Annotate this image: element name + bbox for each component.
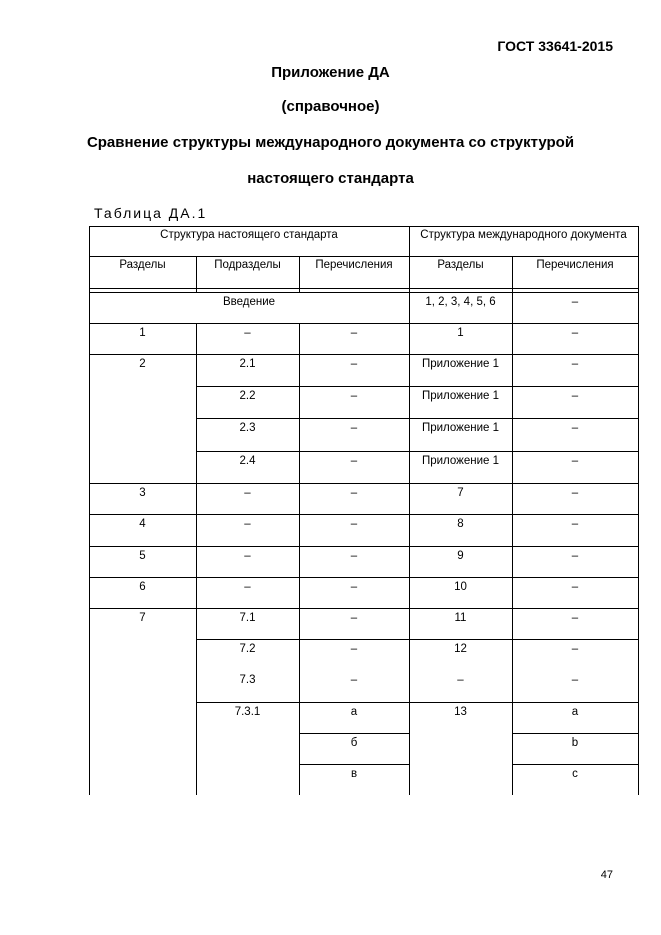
table-hline — [196, 577, 300, 578]
table-hline — [512, 702, 639, 703]
table-hline — [89, 608, 197, 609]
table-cell: Приложение 1 — [421, 455, 500, 467]
table-cell: б — [350, 737, 358, 749]
table-hline — [512, 733, 639, 734]
table-hline — [196, 702, 300, 703]
intro-intl-sections: 1, 2, 3, 4, 5, 6 — [425, 296, 496, 308]
table-cell: – — [571, 327, 579, 339]
table-hline — [196, 608, 300, 609]
table-cell: Приложение 1 — [421, 390, 500, 402]
table-hline — [409, 386, 513, 387]
column-header: Разделы — [119, 259, 166, 271]
table-vline — [512, 292, 513, 323]
table-cell: 12 — [454, 643, 467, 655]
table-cell: – — [350, 674, 358, 686]
table-hline — [409, 451, 513, 452]
table-hline — [512, 546, 639, 547]
section-cell: 4 — [139, 518, 146, 530]
table-cell: – — [571, 674, 579, 686]
table-cell: 2.4 — [239, 455, 256, 467]
table-caption: Таблица ДА.1 — [94, 205, 208, 221]
table-vline — [89, 226, 90, 795]
table-hline — [299, 354, 410, 355]
table-cell: – — [571, 581, 579, 593]
table-cell: – — [350, 487, 358, 499]
table-cell: Приложение 1 — [421, 422, 500, 434]
table-vline — [512, 256, 513, 292]
table-hline — [512, 483, 639, 484]
table-cell: – — [571, 518, 579, 530]
table-cell: – — [350, 390, 358, 402]
table-cell: а — [571, 706, 579, 718]
table-cell: – — [571, 390, 579, 402]
table-vline — [512, 323, 513, 795]
table-hline — [89, 323, 639, 324]
table-hline — [196, 354, 300, 355]
table-hline — [89, 354, 197, 355]
table-hline — [512, 577, 639, 578]
table-hline — [89, 288, 639, 289]
table-hline — [196, 483, 300, 484]
table-cell: – — [350, 327, 358, 339]
table-hline — [512, 451, 639, 452]
table-hline — [512, 386, 639, 387]
table-cell: – — [350, 643, 358, 655]
table-hline — [409, 418, 513, 419]
table-hline — [89, 546, 197, 547]
table-hline — [409, 608, 513, 609]
intro-label: Введение — [222, 296, 276, 308]
section-cell: 3 — [139, 487, 146, 499]
table-hline — [299, 386, 410, 387]
table-cell: – — [571, 487, 579, 499]
table-hline — [409, 702, 513, 703]
heading-line-2: настоящего стандарта — [247, 170, 414, 187]
table-cell: – — [350, 612, 358, 624]
table-vline — [299, 256, 300, 292]
table-vline — [299, 323, 300, 795]
table-hline — [89, 577, 197, 578]
section-cell: 1 — [139, 327, 146, 339]
table-hline — [409, 354, 513, 355]
section-cell: 7 — [139, 612, 146, 624]
table-hline — [89, 226, 639, 227]
table-cell: 7.2 — [239, 643, 256, 655]
table-hline — [89, 292, 639, 293]
table-hline — [409, 639, 513, 640]
column-header: Перечисления — [536, 259, 614, 271]
intro-intl-enum: – — [571, 296, 579, 308]
section-cell: 5 — [139, 550, 146, 562]
table-hline — [299, 764, 410, 765]
appendix-type: (справочное) — [281, 98, 380, 115]
table-cell: – — [244, 518, 251, 530]
table-cell: – — [571, 422, 579, 434]
table-cell: b — [571, 737, 579, 749]
table-hline — [512, 514, 639, 515]
table-hline — [299, 639, 410, 640]
table-hline — [409, 546, 513, 547]
column-header: Разделы — [437, 259, 484, 271]
table-cell: 9 — [457, 550, 464, 562]
table-cell: 7 — [457, 487, 464, 499]
table-hline — [299, 451, 410, 452]
section-cell: 6 — [139, 581, 146, 593]
table-cell: 1 — [457, 327, 464, 339]
table-hline — [89, 514, 197, 515]
group-header-international: Структура международного документа — [420, 229, 627, 241]
table-cell: – — [571, 612, 579, 624]
table-hline — [299, 546, 410, 547]
table-cell: – — [350, 358, 358, 370]
table-hline — [299, 577, 410, 578]
column-header: Подразделы — [214, 259, 281, 271]
table-cell: 10 — [454, 581, 467, 593]
table-cell: – — [457, 674, 464, 686]
table-hline — [89, 256, 639, 257]
table-cell: – — [571, 643, 579, 655]
table-cell: а — [350, 706, 358, 718]
table-hline — [512, 764, 639, 765]
table-cell: c — [572, 768, 578, 780]
table-hline — [512, 608, 639, 609]
table-hline — [196, 386, 300, 387]
table-cell: – — [571, 550, 579, 562]
table-cell: 13 — [454, 706, 467, 718]
table-cell: – — [350, 550, 358, 562]
table-cell: 2.1 — [239, 358, 256, 370]
table-cell: 8 — [457, 518, 464, 530]
table-hline — [409, 483, 513, 484]
table-cell: – — [350, 455, 358, 467]
table-hline — [299, 418, 410, 419]
table-cell: – — [571, 455, 579, 467]
table-hline — [409, 514, 513, 515]
table-cell: в — [350, 768, 358, 780]
table-cell: – — [571, 358, 579, 370]
table-hline — [299, 514, 410, 515]
table-hline — [512, 639, 639, 640]
table-cell: – — [350, 422, 358, 434]
table-cell: 7.3 — [239, 674, 256, 686]
table-cell: 2.2 — [239, 390, 256, 402]
table-cell: – — [244, 327, 251, 339]
table-cell: – — [244, 550, 251, 562]
table-hline — [299, 733, 410, 734]
appendix-title: Приложение ДА — [271, 64, 390, 81]
table-vline — [196, 256, 197, 292]
page-number: 47 — [600, 869, 613, 881]
table-hline — [196, 639, 300, 640]
table-cell: 7.3.1 — [234, 706, 261, 718]
table-hline — [196, 451, 300, 452]
table-cell: – — [244, 487, 251, 499]
table-vline — [638, 226, 639, 795]
table-cell: – — [350, 581, 358, 593]
table-hline — [299, 483, 410, 484]
group-header-current: Структура настоящего стандарта — [160, 229, 338, 241]
table-hline — [196, 418, 300, 419]
table-cell: – — [350, 518, 358, 530]
section-cell: 2 — [139, 358, 146, 370]
standard-number: ГОСТ 33641-2015 — [497, 38, 613, 54]
table-cell: – — [244, 581, 251, 593]
heading-line-1: Сравнение структуры международного документа со структурой — [86, 134, 575, 151]
table-cell: 11 — [454, 612, 467, 624]
table-cell: 2.3 — [239, 422, 256, 434]
table-cell: Приложение 1 — [421, 358, 500, 370]
table-hline — [409, 577, 513, 578]
table-hline — [512, 418, 639, 419]
table-cell: 7.1 — [239, 612, 256, 624]
column-header: Перечисления — [315, 259, 393, 271]
table-vline — [196, 323, 197, 795]
table-hline — [196, 514, 300, 515]
table-hline — [196, 546, 300, 547]
table-hline — [89, 483, 197, 484]
table-hline — [512, 354, 639, 355]
table-hline — [299, 608, 410, 609]
table-hline — [299, 702, 410, 703]
